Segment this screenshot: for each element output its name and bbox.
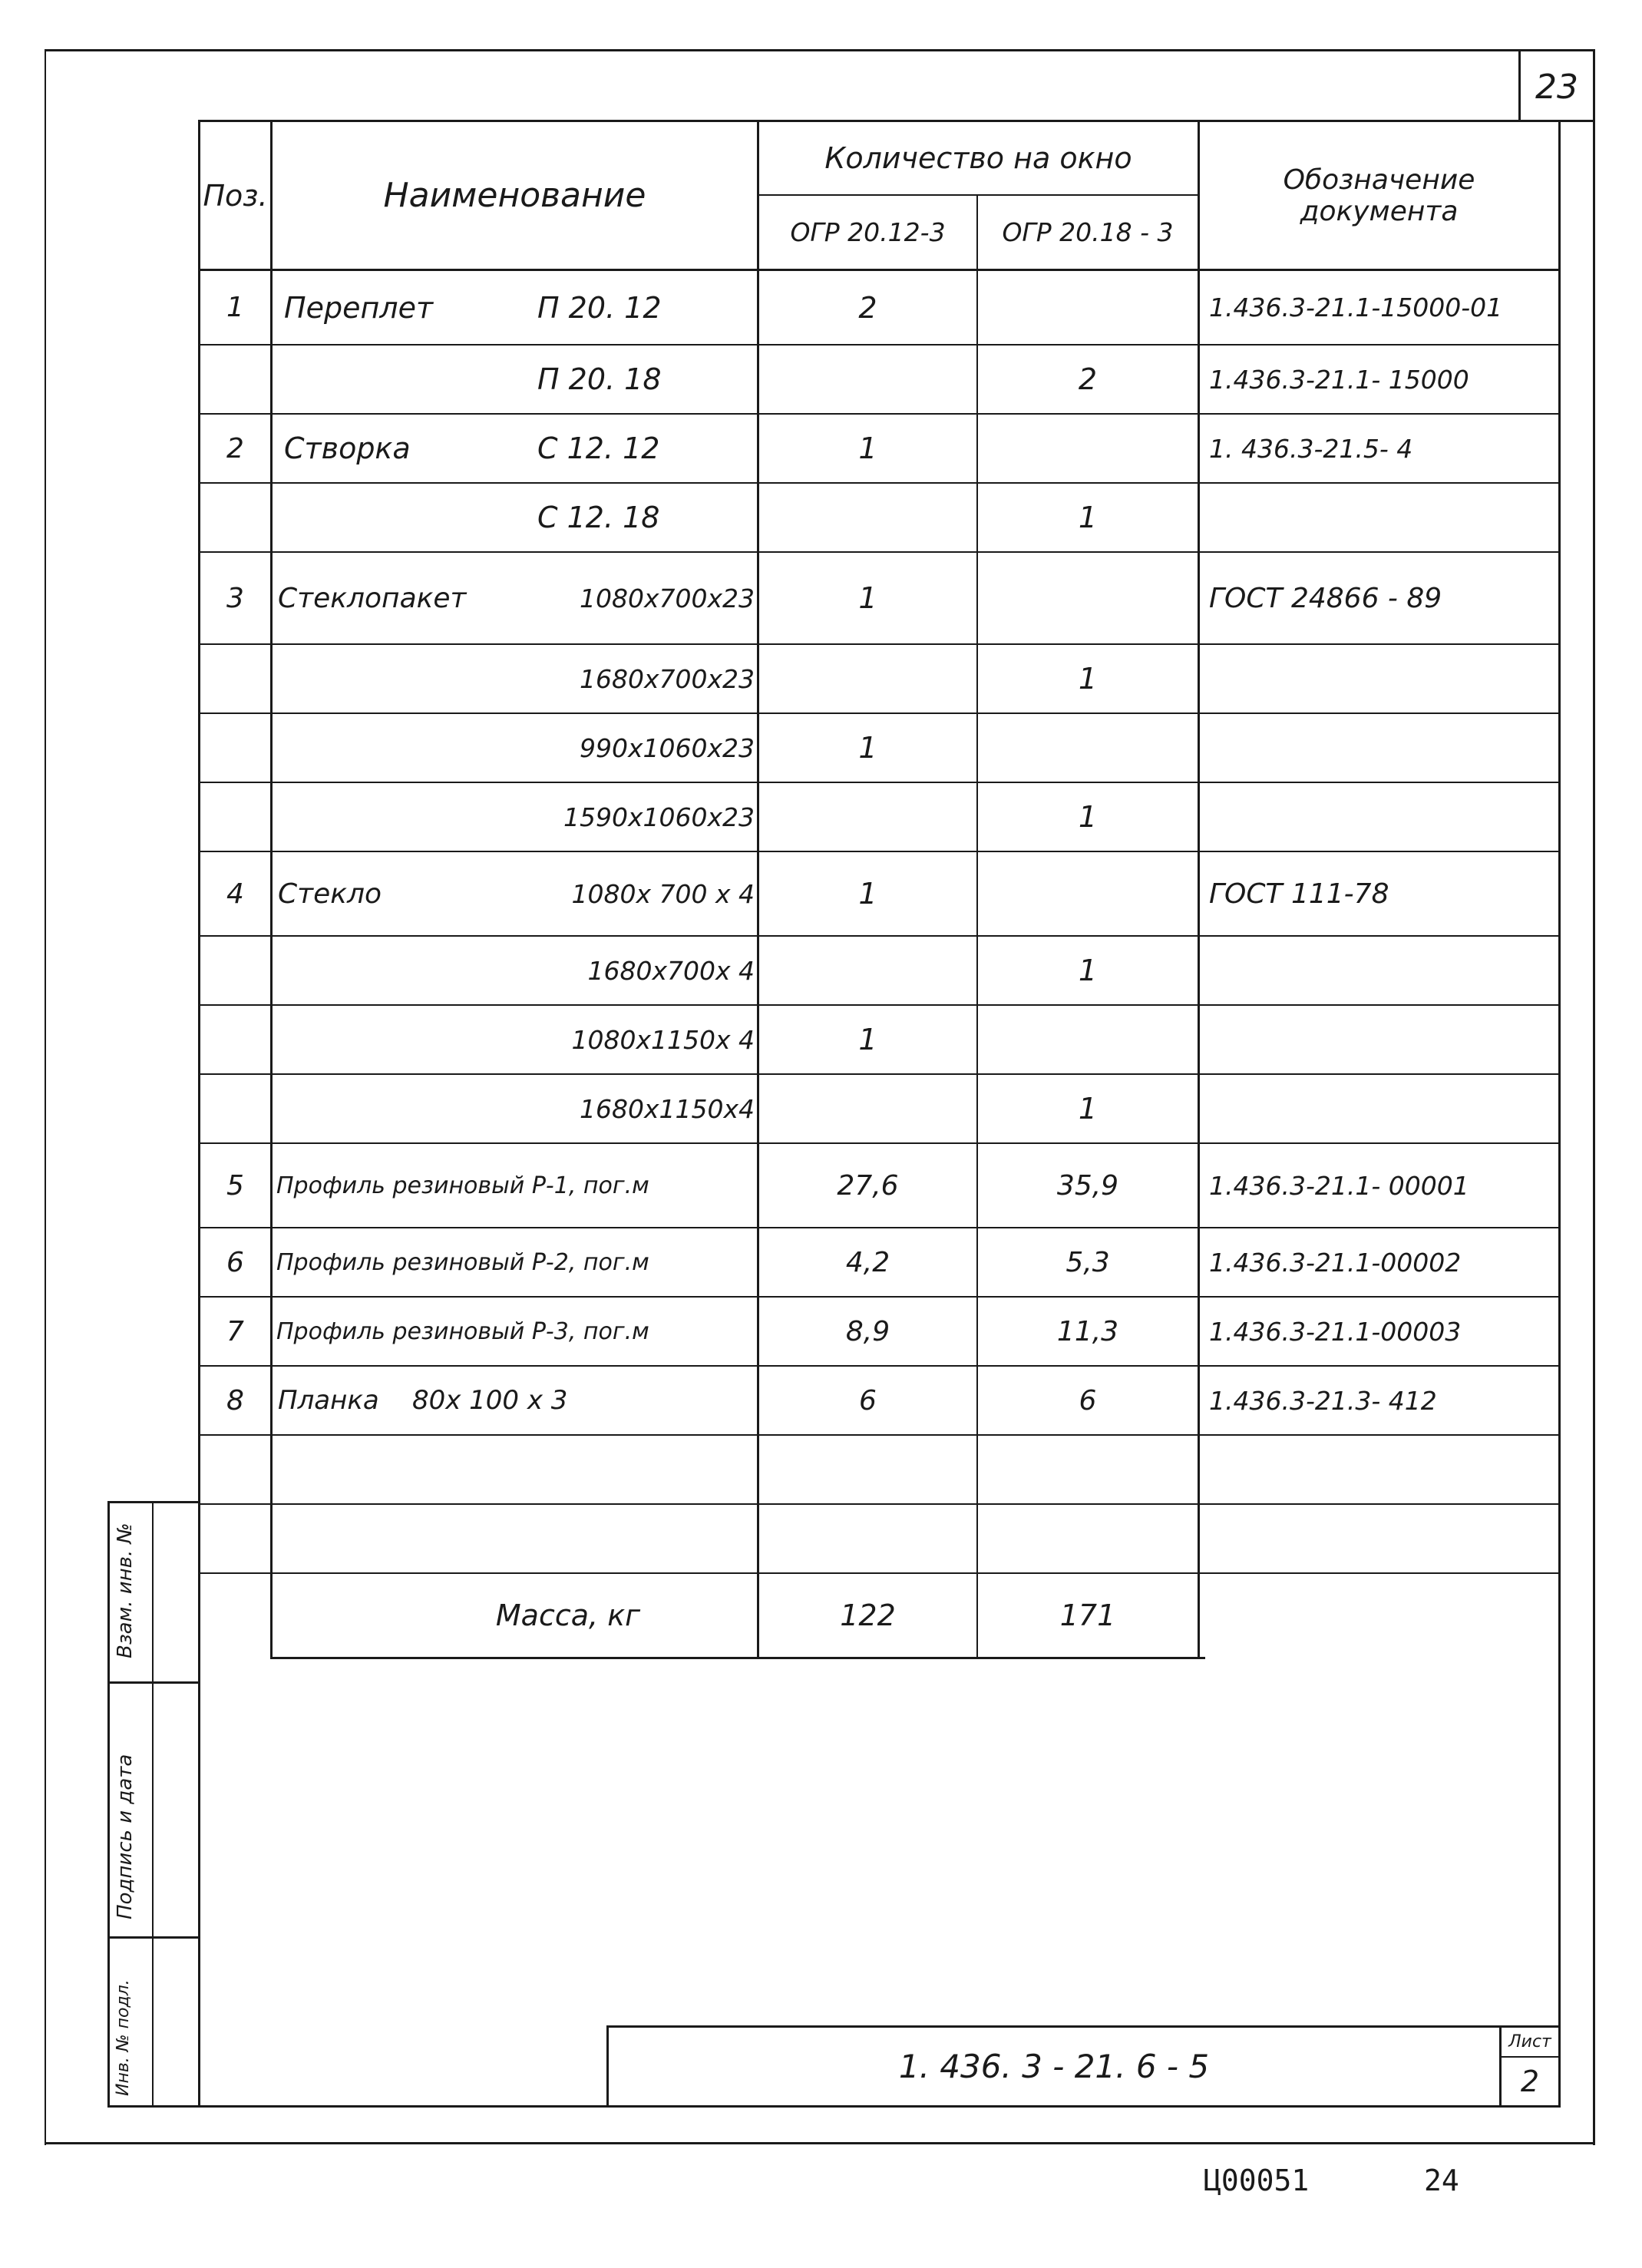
row-name: Стекло	[278, 878, 382, 910]
row-rule	[198, 1434, 1561, 1436]
col-rule-qty	[976, 194, 978, 1659]
row-doc: 1.436.3-21.3- 412	[1209, 1385, 1437, 1416]
header-qty-col2: ОГР 20.18 - 3	[1002, 217, 1174, 247]
stamp-field-replacement: Взам. инв. №	[114, 1522, 137, 1658]
stamp-div-1	[107, 1681, 200, 1684]
col-rule-doc	[1198, 120, 1200, 1659]
row-qty1: 1	[858, 581, 877, 615]
row-rule	[198, 782, 1561, 783]
row-mark: 1080х 700 х 4	[571, 878, 755, 909]
mass-qty1: 122	[840, 1599, 896, 1632]
header-name: Наименование	[383, 176, 646, 215]
header-pos: Поз.	[203, 178, 268, 213]
row-qty1: 1	[858, 877, 877, 911]
row-qty1: 6	[859, 1384, 877, 1417]
row-pos: 6	[226, 1246, 244, 1278]
row-qty1: 2	[858, 290, 877, 325]
row-doc: 1.436.3-21.1-00003	[1209, 1316, 1462, 1347]
row-pos: 7	[226, 1315, 244, 1347]
row-doc: 1.436.3-21.1- 15000	[1209, 364, 1469, 395]
row-qty2: 5,3	[1065, 1246, 1110, 1278]
row-pos: 2	[226, 432, 244, 465]
row-qty2: 35,9	[1056, 1169, 1119, 1202]
row-qty1: 8,9	[845, 1315, 890, 1347]
row-name: Створка	[284, 431, 411, 465]
row-pos: 8	[226, 1384, 244, 1417]
row-doc: 1.436.3-21.1-15000-01	[1209, 293, 1503, 322]
col-rule-pos	[270, 120, 273, 1659]
mass-qty2: 171	[1059, 1599, 1116, 1632]
row-doc: ГОСТ 111-78	[1209, 878, 1389, 910]
row-mark: С 12. 18	[537, 501, 660, 534]
row-qty2: 2	[1078, 362, 1098, 396]
row-qty1: 27,6	[837, 1169, 899, 1202]
row-qty1: 1	[858, 431, 877, 465]
row-qty2: 1	[1078, 954, 1098, 987]
row-qty2: 11,3	[1056, 1315, 1119, 1347]
row-rule	[198, 935, 1561, 937]
row-mark: 1080х1150х 4	[571, 1024, 755, 1055]
row-doc: 1.436.3-21.1-00002	[1209, 1247, 1462, 1278]
row-name: Переплет	[284, 290, 434, 325]
row-qty2: 1	[1078, 800, 1098, 834]
frame-top	[45, 49, 1595, 51]
row-doc: 1. 436.3-21.5- 4	[1209, 433, 1413, 464]
stamp-field-inventory: Инв. № подл.	[114, 1979, 133, 2096]
row-rule	[198, 643, 1561, 645]
row-name: Профиль резиновый Р-1, пог.м	[276, 1172, 649, 1199]
frame-bottom	[45, 2142, 1595, 2144]
row-pos: 4	[226, 878, 244, 910]
frame-right	[1593, 49, 1595, 2145]
row-mark: 1680х700х23	[579, 663, 755, 694]
row-name: Стеклопакет	[278, 582, 467, 614]
stamp-left	[107, 1501, 110, 2108]
row-name: Профиль резиновый Р-2, пог.м	[276, 1248, 649, 1276]
stamp-top	[107, 1501, 200, 1503]
row-mark: 1590х1060х23	[563, 802, 755, 832]
stamp-field-signature: Подпись и дата	[114, 1754, 137, 1919]
row-rule	[198, 1073, 1561, 1075]
row-mark: 1680х700х 4	[587, 955, 755, 986]
stamp-col-divider	[152, 1501, 154, 2108]
sheet-number: 2	[1520, 2065, 1540, 2098]
header-doc: Обозначение документа	[1283, 164, 1475, 227]
row-pos: 1	[226, 292, 244, 323]
mass-label: Масса, кг	[495, 1599, 641, 1632]
row-qty2: 6	[1079, 1384, 1097, 1417]
page-number: 23	[1535, 67, 1578, 107]
row-rule	[198, 1503, 1561, 1505]
inner-frame-bottom	[107, 2105, 1561, 2108]
document-code: 1. 436. 3 - 21. 6 - 5	[898, 2048, 1210, 2085]
row-qty2: 1	[1078, 1092, 1098, 1126]
row-mark: 1680х1150х4	[579, 1093, 755, 1124]
row-name: Профиль резиновый Р-3, пог.м	[276, 1317, 649, 1345]
row-qty2: 1	[1078, 501, 1098, 534]
header-qty: Количество на окно	[824, 141, 1132, 175]
row-mark: П 20. 18	[537, 362, 662, 396]
mass-row-bottom	[273, 1657, 1205, 1659]
row-mark: 1080х700х23	[579, 583, 755, 613]
row-qty1: 4,2	[845, 1246, 890, 1278]
sheet-label: Лист	[1508, 2032, 1551, 2051]
archive-page: 24	[1424, 2164, 1459, 2197]
row-mark: С 12. 12	[537, 431, 660, 465]
row-qty1: 1	[858, 1023, 877, 1056]
header-qty-col1: ОГР 20.12-3	[790, 217, 946, 247]
inner-frame-right	[1558, 120, 1561, 2107]
archive-number: Ц00051	[1204, 2164, 1310, 2197]
row-rule	[198, 482, 1561, 484]
row-pos: 5	[226, 1169, 244, 1202]
row-qty1: 1	[858, 731, 877, 765]
row-mark: 990х1060х23	[579, 732, 755, 763]
row-qty2	[978, 271, 1198, 344]
row-mark: П 20. 12	[537, 290, 662, 325]
row-doc: 1.436.3-21.1- 00001	[1209, 1170, 1469, 1201]
stamp-div-2	[107, 1936, 200, 1939]
row-doc: ГОСТ 24866 - 89	[1209, 582, 1442, 614]
row-name: Планка 80х 100 х 3	[278, 1385, 568, 1416]
frame-left	[45, 49, 46, 2145]
row-qty2: 1	[1078, 662, 1098, 696]
row-pos: 3	[226, 582, 244, 614]
